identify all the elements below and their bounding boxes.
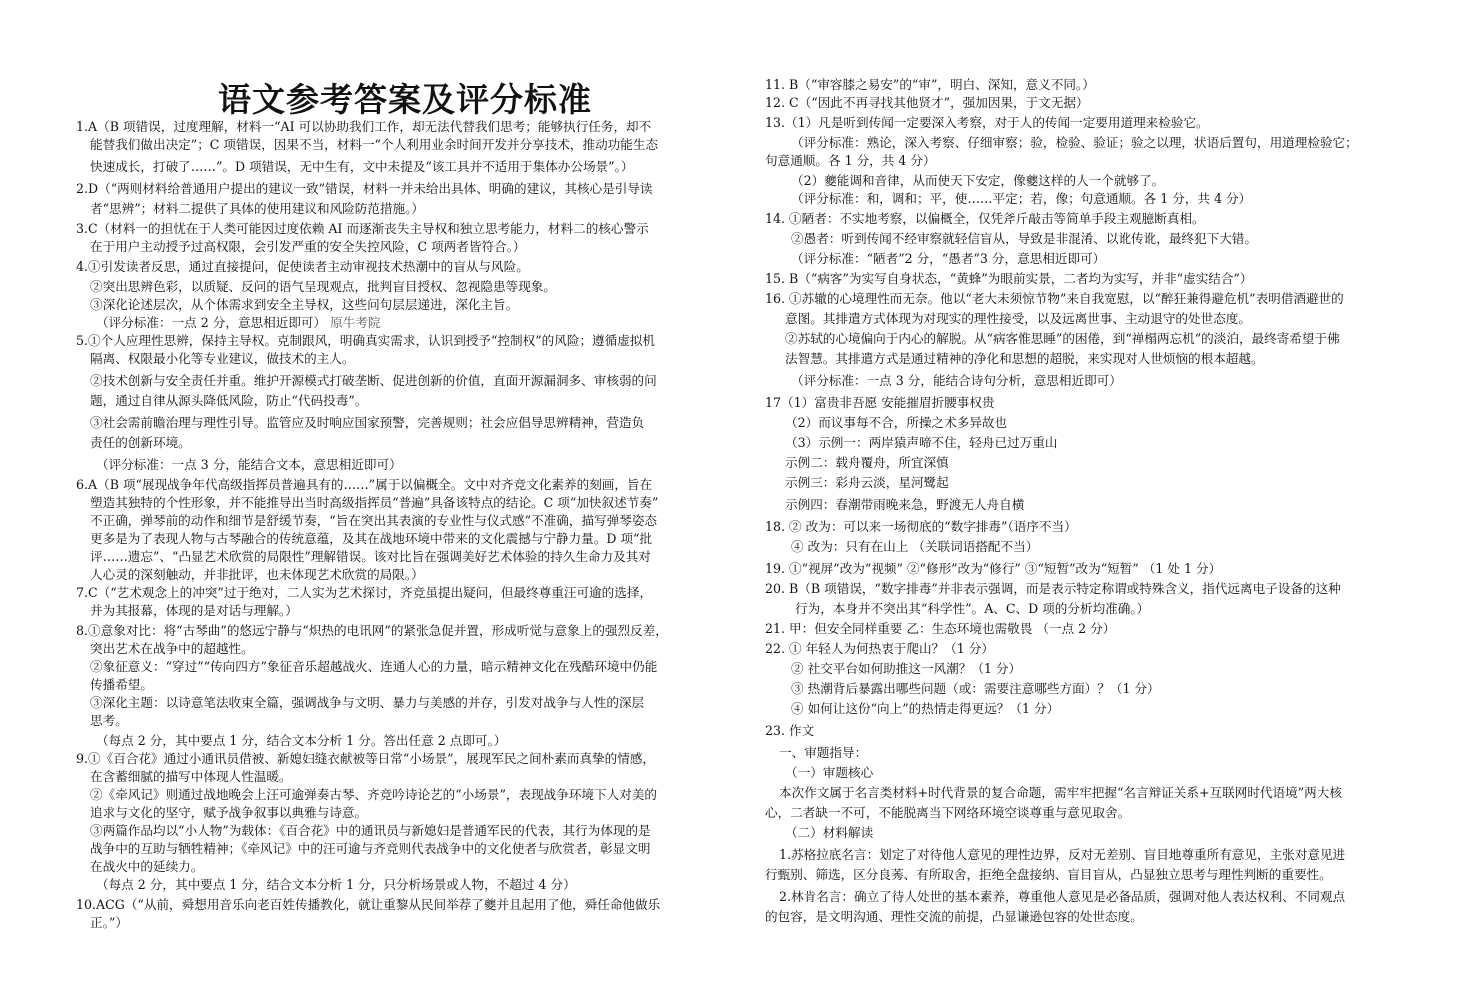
answer-line: ③深化论述层次，从个体需求到安全主导权，这些问句层层递进，深化主旨。	[90, 297, 519, 312]
answer-line: ②突出思辨色彩，以质疑、反问的语气呈现观点，批判盲目授权、忽视隐患等现象。	[90, 279, 556, 294]
answer-line: ②技术创新与安全责任并重。维护开源模式打破垄断、促进创新的价值，直面开源漏洞多、审核弱的问	[90, 373, 657, 388]
answer-line: ③两篇作品均以“小人物”为载体：《百合花》中的通讯员与新媳妇是普通军民的代表，其行为体现的是	[90, 823, 651, 838]
answer-line: 22. ① 年轻人为何热衷于爬山？（1 分）	[765, 641, 994, 656]
answer-line: 8.①意象对比：将“古琴曲”的悠远宁静与“炽热的电讯网”的紧张急促并置，形成听觉与意象上的强烈反差，	[76, 623, 668, 638]
answer-line: 13.（1）凡是听到传闻一定要深入考察，对于人的传闻一定要用道理来检验它。	[765, 115, 1209, 130]
answer-line: 一、审题指导：	[779, 745, 868, 760]
answer-line: 突出艺术在战争中的超越性。	[90, 641, 254, 656]
answer-line: 行甄别、筛选，区分良莠、有所取舍，拒绝全盘接纳、盲目盲从，凸显独立思考与理性判断的重要性。	[765, 867, 1332, 882]
answer-line: （一）审题核心	[785, 765, 874, 780]
answer-line: 追求与文化的坚守，赋予战争叙事以典雅与诗意。	[90, 805, 368, 820]
answer-line: （评分标准：熟论，深入考察、仔细审察；验，检验、验证；验之以理，状语后置句，用道理检验它；	[791, 135, 1358, 150]
answer-line: 并为其报幕，体现的是对话与理解。）	[90, 603, 298, 618]
answer-line: 6.A（B 项“展现战争年代高级指挥员普遍具有的……”属于以偏概全。文中对齐竞文化素养的刻画，旨在	[76, 477, 653, 492]
answer-line: 1.苏格拉底名言：划定了对待他人意见的理性边界，反对无差别、盲目地尊重所有意见，主张对意见进	[779, 847, 1346, 862]
answer-line: （评分标准：一点 3 分，能结合诗句分析，意思相近即可）	[791, 373, 1122, 388]
answer-line: 塑造其独特的个性形象，并不能推导出当时高级指挥员“普遍”具备该特点的结论。C 项“加快叙述节奏”	[90, 495, 659, 510]
answer-line: 21. 甲：但安全同样重要 乙：生态环境也需敬畏 （一点 2 分）	[765, 621, 1116, 636]
answer-line: 隔离、权限最小化等专业建议，做技术的主人。	[90, 351, 355, 366]
answer-line: 在于用户主动授予过高权限，会引发严重的安全失控风险，C 项两者皆符合。）	[90, 239, 526, 254]
answer-line: 示例四：春潮带雨晚来急，野渡无人舟自横	[785, 497, 1025, 512]
answer-line: 在含蓄细腻的描写中体现人性温暖。	[90, 769, 292, 784]
answer-line: 12. C（“因此不再寻找其他贤才”，强加因果，于文无据）	[765, 95, 1089, 110]
answer-line: （评分标准：一点 2 分，意思相近即可） 原牛考院	[96, 315, 381, 330]
answer-line: ④ 改为：只有在山上 （关联词语搭配不当）	[791, 539, 1039, 554]
answer-line: 11. B（“审容膝之易安”的“审”，明白、深知，意义不同。）	[765, 77, 1095, 92]
answer-line: 快速成长，打破了……”。D 项错误，无中生有，文中未提及“该工具并不适用于集体办公场景”。）	[90, 159, 634, 174]
answer-line: ②《牵风记》则通过战地晚会上汪可逾弹奏古琴、齐竞吟诗论艺的“小场景”，表现战争环境下人对美的	[90, 787, 658, 802]
answer-line: 10.ACG（“从前，舜想用音乐向老百姓传播教化，就让重黎从民间举荐了夔并且起用了他，舜任命他做乐	[76, 897, 661, 912]
answer-line: 14. ①陋者：不实地考察，以偏概全，仅凭斧斤敲击等简单手段主观臆断真相。	[765, 211, 1205, 226]
answer-line: 责任的创新环境。	[90, 435, 191, 450]
answer-line: 19. ①“视屏”改为“视频” ②“修形”改为“修行” ③“短暂”改为“短暂” （1 处 1 分）	[765, 561, 1222, 576]
answer-line: 的包容，是文明沟通、理性交流的前提，凸显谦逊包容的处世态度。	[765, 909, 1143, 924]
answer-line: 9.①《百合花》通过小通讯员借被、新媳妇缝衣献被等日常“小场景”，展现军民之间朴素而真挚的情感，	[76, 751, 656, 766]
answer-line: 人心灵的深刻触动，并非批评，也未体现艺术欣赏的局限。）	[90, 567, 424, 582]
answer-line: 2.D（“两则材料给普通用户提出的建议一致”错误，材料一并未给出具体、明确的建议，其核心是引导读	[76, 181, 653, 196]
watermark-text: 原牛考院	[326, 315, 381, 330]
answer-line: 正。”）	[90, 915, 128, 930]
answer-line: 思考。	[90, 713, 128, 728]
answer-line: （评分标准：“陋者”2 分，“愚者”3 分，意思相近即可）	[791, 251, 1106, 266]
answer-line: （3）示例一：两岸猿声啼不住，轻舟已过万重山	[785, 435, 1058, 450]
answer-line: 20. B（B 项错误，“数字排毒”并非表示强调，而是表示特定称谓或特殊含义，指代远离电子设备的这种	[765, 581, 1341, 596]
answer-line: （2）而议事每不合，所操之术多异故也	[785, 415, 1008, 430]
answer-line: 1.A（B 项错误，过度理解，材料一“AI 可以协助我们工作，却无法代替我们思考；能够执行任务，却不	[76, 119, 652, 134]
answer-line: 句意通顺。各 1 分，共 4 分）	[765, 153, 936, 168]
answer-line: 示例三：彩舟云淡，星河鹭起	[785, 475, 949, 490]
answer-line: 17（1）富贵非吾愿 安能摧眉折腰事权贵	[765, 395, 995, 410]
page-title: 语文参考答案及评分标准	[218, 80, 592, 119]
answer-line: 本次作文属于名言类材料+时代背景的复合命题，需牢牢把握“名言辩证关系+互联网时代语境”两大核	[779, 785, 1342, 800]
answer-line: 不正确，弹琴前的动作和细节是舒缓节奏，“旨在突出其表演的专业性与仪式感”不准确，描写弹琴姿态	[90, 513, 658, 528]
answer-line: 战争中的互助与牺牲精神；《牵风记》中的汪可逾与齐竞则代表战争中的文化使者与欣赏者，彰显文明	[90, 841, 651, 856]
answer-line: ④ 如何让这份“向上”的热情走得更远？（1 分）	[791, 701, 1060, 716]
answer-line: 法智慧。其排遣方式是通过精神的净化和思想的超脱，来实现对人世烦恼的根本超越。	[785, 351, 1264, 366]
answer-line: 示例二：载舟覆舟，所宜深慎	[785, 455, 949, 470]
answer-line: ③社会需前瞻治理与理性引导。监管应及时响应国家预警，完善规则；社会应倡导思辨精神，营造负	[90, 415, 645, 430]
answer-line: 意图。其排遣方式体现为对现实的理性接受，以及远离世事、主动退守的处世态度。	[785, 311, 1251, 326]
answer-line: 15. B（“病客”为实写自身状态，“黄蜂”为眼前实景，二者均为实写，并非“虚实结合”）	[765, 271, 1253, 286]
answer-line: 评……遗忘”、“凸显艺术欣赏的局限性”理解错误。该对比旨在强调美好艺术体验的持久生命力及其对	[90, 549, 651, 564]
answer-line: 更多是为了表现人物与古琴融合的传统意蕴，及其在战地环境中带来的文化震撼与宁静力量。D 项“批	[90, 531, 653, 546]
answer-line: 18. ② 改为：可以来一场彻底的“数字排毒”（语序不当）	[765, 519, 1077, 534]
answer-line: 5.①个人应理性思辨，保持主导权。克制跟风，明确真实需求，认识到授予“控制权”的风险；遵循虚拟机	[76, 333, 656, 348]
answer-line: （二）材料解读	[785, 825, 874, 840]
answer-line: 16. ①苏辙的心境理性而无奈。他以“老大未须惊节物”来自我宽慰，以“醉狂兼得避危机”表明借酒避世的	[765, 291, 1344, 306]
answer-line: 题，通过自律从源头降低风险，防止“代码投毒”。	[90, 393, 368, 408]
answer-line: 3.C（材料一的担忧在于人类可能因过度依赖 AI 而逐渐丧失主导权和独立思考能力，材料二的核心警示	[76, 221, 649, 236]
answer-line: 2.林肯名言：确立了待人处世的基本素养，尊重他人意见是必备品质，强调对他人表达权利、不同观点	[779, 889, 1346, 904]
answer-line: ②苏轼的心境偏向于内心的解脱。从“病客惟思睡”的困倦，到“禅榻两忘机”的淡泊，最终寄希望于佛	[785, 331, 1340, 346]
answer-line: 7.C（“艺术观念上的冲突”过于绝对，二人实为艺术探讨，齐竞虽提出疑问，但最终尊重汪可逾的选择，	[76, 585, 653, 600]
answer-line: 能替我们做出决定”；C 项错误，因果不当，材料一“个人利用业余时间开发并分享技术，推动功能生态	[90, 137, 659, 152]
answer-line: 23. 作文	[765, 723, 815, 738]
answer-line: （评分标准：和，调和；平，使……平定；若，像；句意通顺。各 1 分，共 4 分）	[791, 191, 1252, 206]
answer-line: 4.①引发读者反思，通过直接提问，促使读者主动审视技术热潮中的盲从与风险。	[76, 259, 529, 274]
answer-line: 传播希望。	[90, 677, 153, 692]
answer-line: 心，二者缺一不可，不能脱离当下网络环境空谈尊重与意见取舍。	[765, 805, 1131, 820]
answer-line: 行为，本身并不突出其“科学性”。A、C、D 项的分析均准确。）	[795, 601, 1150, 616]
answer-line: （评分标准：一点 3 分，能结合文本，意思相近即可）	[96, 457, 402, 472]
answer-line: （每点 2 分，其中要点 1 分，结合文本分析 1 分。答出任意 2 点即可。）	[96, 733, 507, 748]
answer-line: （每点 2 分，其中要点 1 分，结合文本分析 1 分，只分析场景或人物，不超过 4 分）	[96, 877, 576, 892]
answer-line: 者“思辨”；材料二提供了具体的使用建议和风险防范措施。）	[90, 201, 425, 216]
answer-line: ② 社交平台如何助推这一风潮？（1 分）	[791, 661, 1022, 676]
answer-line: 在战火中的延续力。	[90, 859, 204, 874]
answer-line: （2）夔能调和音律，从而使天下安定，像夔这样的人一个就够了。	[791, 173, 1165, 188]
answer-line: ③ 热潮背后暴露出哪些问题（或：需要注意哪些方面）？（1 分）	[791, 681, 1160, 696]
answer-line: ②象征意义：“穿过”“传向四方”象征音乐超越战火、连通人心的力量，暗示精神文化在残酷环境中仍能	[90, 659, 658, 674]
answer-line: ③深化主题：以诗意笔法收束全篇，强调战争与文明、暴力与美感的并存，引发对战争与人性的深层	[90, 695, 645, 710]
answer-line: ②愚者：听到传闻不经审察就轻信盲从，导致是非混淆、以讹传讹，最终犯下大错。	[791, 231, 1257, 246]
